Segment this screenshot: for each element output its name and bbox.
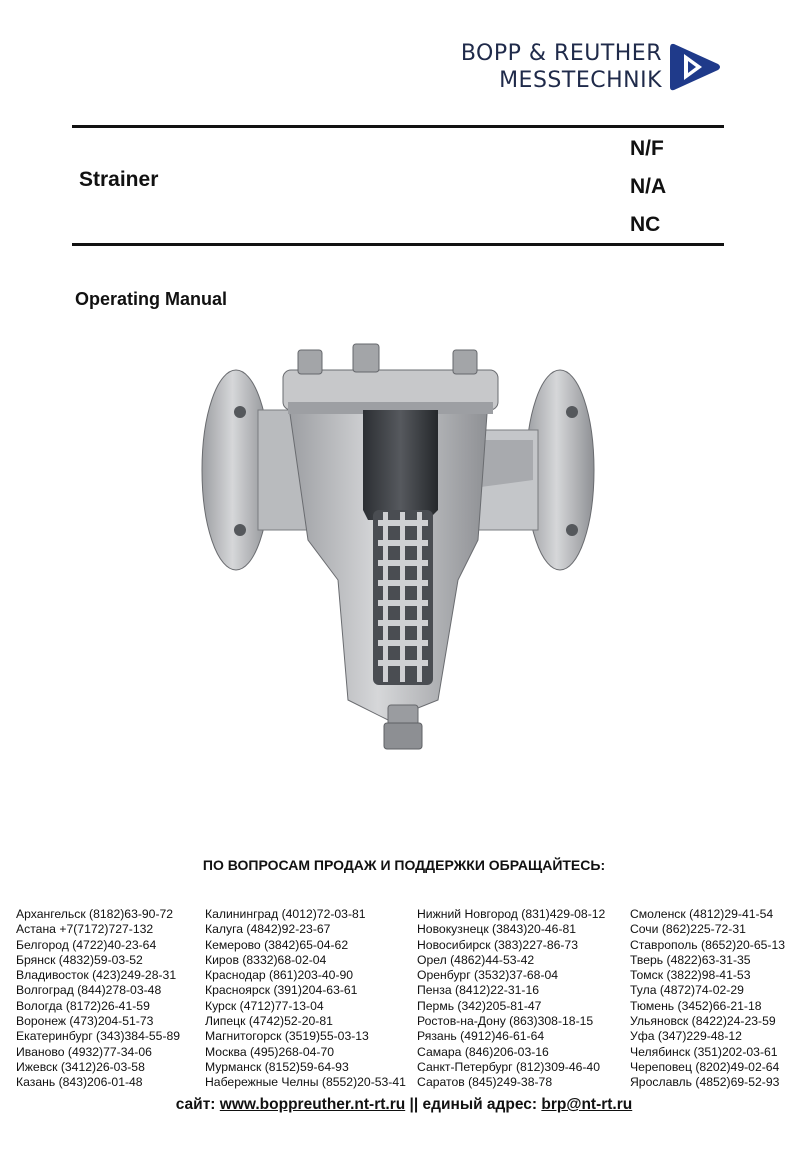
contact-entry: Иваново (4932)77-34-06 xyxy=(16,1044,152,1059)
contact-entry: Мурманск (8152)59-64-93 xyxy=(205,1059,349,1074)
brand-line-1: BOPP & REUTHER xyxy=(460,41,662,66)
contact-entry: Ставрополь (8652)20-65-13 xyxy=(630,937,786,952)
contact-entry: Тверь (4822)63-31-35 xyxy=(630,952,751,967)
contact-entry: Киров (8332)68-02-04 xyxy=(205,952,327,967)
contact-entry: Москва (495)268-04-70 xyxy=(205,1044,335,1059)
contact-entry: Магнитогорск (3519)55-03-13 xyxy=(205,1029,369,1044)
contacts-heading: ПО ВОПРОСАМ ПРОДАЖ И ПОДДЕРЖКИ ОБРАЩАЙТЕСЬ: xyxy=(202,857,606,873)
contact-entry: Смоленск (4812)29-41-54 xyxy=(630,907,774,921)
contact-entry: Орел (4862)44-53-42 xyxy=(417,952,535,967)
contact-entry: Челябинск (351)202-03-61 xyxy=(630,1044,778,1059)
email-label: единый адрес: xyxy=(422,1096,542,1113)
top-rule xyxy=(72,125,724,128)
contact-entry: Калуга (4842)92-23-67 xyxy=(205,922,331,937)
contact-entry: Новосибирск (383)227-86-73 xyxy=(417,937,578,952)
contact-entry: Ижевск (3412)26-03-58 xyxy=(16,1059,145,1074)
contact-entry: Курск (4712)77-13-04 xyxy=(205,998,324,1013)
contact-entry: Рязань (4912)46-61-64 xyxy=(417,1029,545,1044)
contacts-column xyxy=(205,907,406,1091)
contact-entry: Вологда (8172)26-41-59 xyxy=(16,998,150,1013)
contact-entry: Новокузнецк (3843)20-46-81 xyxy=(417,922,577,937)
contact-entry: Красноярск (391)204-63-61 xyxy=(205,983,358,998)
contact-entry: Саратов (845)249-38-78 xyxy=(417,1075,553,1090)
contacts-column xyxy=(630,907,785,1091)
website-link[interactable]: www.boppreuther.nt-rt.ru xyxy=(219,1096,406,1113)
contact-entry: Самара (846)206-03-16 xyxy=(417,1044,549,1059)
contact-entry: Уфа (347)229-48-12 xyxy=(630,1029,742,1044)
contact-entry: Кемерово (3842)65-04-62 xyxy=(205,937,349,952)
bottom-rule xyxy=(72,243,724,246)
brand-name xyxy=(452,40,662,94)
contact-entry: Казань (843)206-01-48 xyxy=(16,1075,143,1090)
contact-entry: Екатеринбург (343)384-55-89 xyxy=(16,1029,181,1044)
brand-line-2: MESSTECHNIK xyxy=(499,68,662,93)
contact-entry: Липецк (4742)52-20-81 xyxy=(205,1014,333,1029)
model-list xyxy=(630,130,666,244)
contact-entry: Санкт-Петербург (812)309-46-40 xyxy=(417,1059,600,1074)
contacts-column xyxy=(16,907,180,1091)
contact-entry: Ульяновск (8422)24-23-59 xyxy=(630,1014,776,1029)
document-subtitle: Operating Manual xyxy=(75,289,228,309)
email-link[interactable]: brp@nt-rt.ru xyxy=(541,1096,633,1113)
contact-entry: Оренбург (3532)37-68-04 xyxy=(417,968,559,983)
contacts-column xyxy=(417,907,605,1091)
contact-entry: Владивосток (423)249-28-31 xyxy=(16,968,177,983)
contact-entry: Ярославль (4852)69-52-93 xyxy=(630,1075,780,1090)
model-code: NC xyxy=(630,213,661,236)
contact-entry: Белгород (4722)40-23-64 xyxy=(16,937,157,952)
contact-entry: Нижний Новгород (831)429-08-12 xyxy=(417,907,606,921)
contact-entry: Астана +7(7172)727-132 xyxy=(16,922,154,937)
model-code: N/A xyxy=(630,175,667,198)
contact-entry: Архангельск (8182)63-90-72 xyxy=(16,907,174,921)
product-title: Strainer xyxy=(79,168,159,191)
contact-entry: Тула (4872)74-02-29 xyxy=(630,983,744,998)
contact-entry: Тюмень (3452)66-21-18 xyxy=(630,998,762,1013)
contact-entry: Волгоград (844)278-03-48 xyxy=(16,983,162,998)
contact-entry: Сочи (862)225-72-31 xyxy=(630,922,746,937)
model-code: N/F xyxy=(630,137,664,160)
footer-contact-line xyxy=(0,1096,808,1114)
contact-entry: Воронеж (473)204-51-73 xyxy=(16,1014,154,1029)
footer-separator: || xyxy=(405,1096,423,1113)
strainer-cutaway-image xyxy=(188,340,608,760)
contact-entry: Пенза (8412)22-31-16 xyxy=(417,983,540,998)
contact-entry: Ростов-на-Дону (863)308-18-15 xyxy=(417,1014,594,1029)
contact-entry: Томск (3822)98-41-53 xyxy=(630,968,751,983)
contact-entry: Череповец (8202)49-02-64 xyxy=(630,1059,780,1074)
contact-entry: Набережные Челны (8552)20-53-41 xyxy=(205,1075,406,1090)
contact-entry: Краснодар (861)203-40-90 xyxy=(205,968,354,983)
contact-entry: Калининград (4012)72-03-81 xyxy=(205,907,366,921)
contact-entry: Пермь (342)205-81-47 xyxy=(417,998,542,1013)
site-label: сайт: xyxy=(175,1096,220,1113)
contact-entry: Брянск (4832)59-03-52 xyxy=(16,952,143,967)
triangle-propeller-icon xyxy=(668,40,722,94)
